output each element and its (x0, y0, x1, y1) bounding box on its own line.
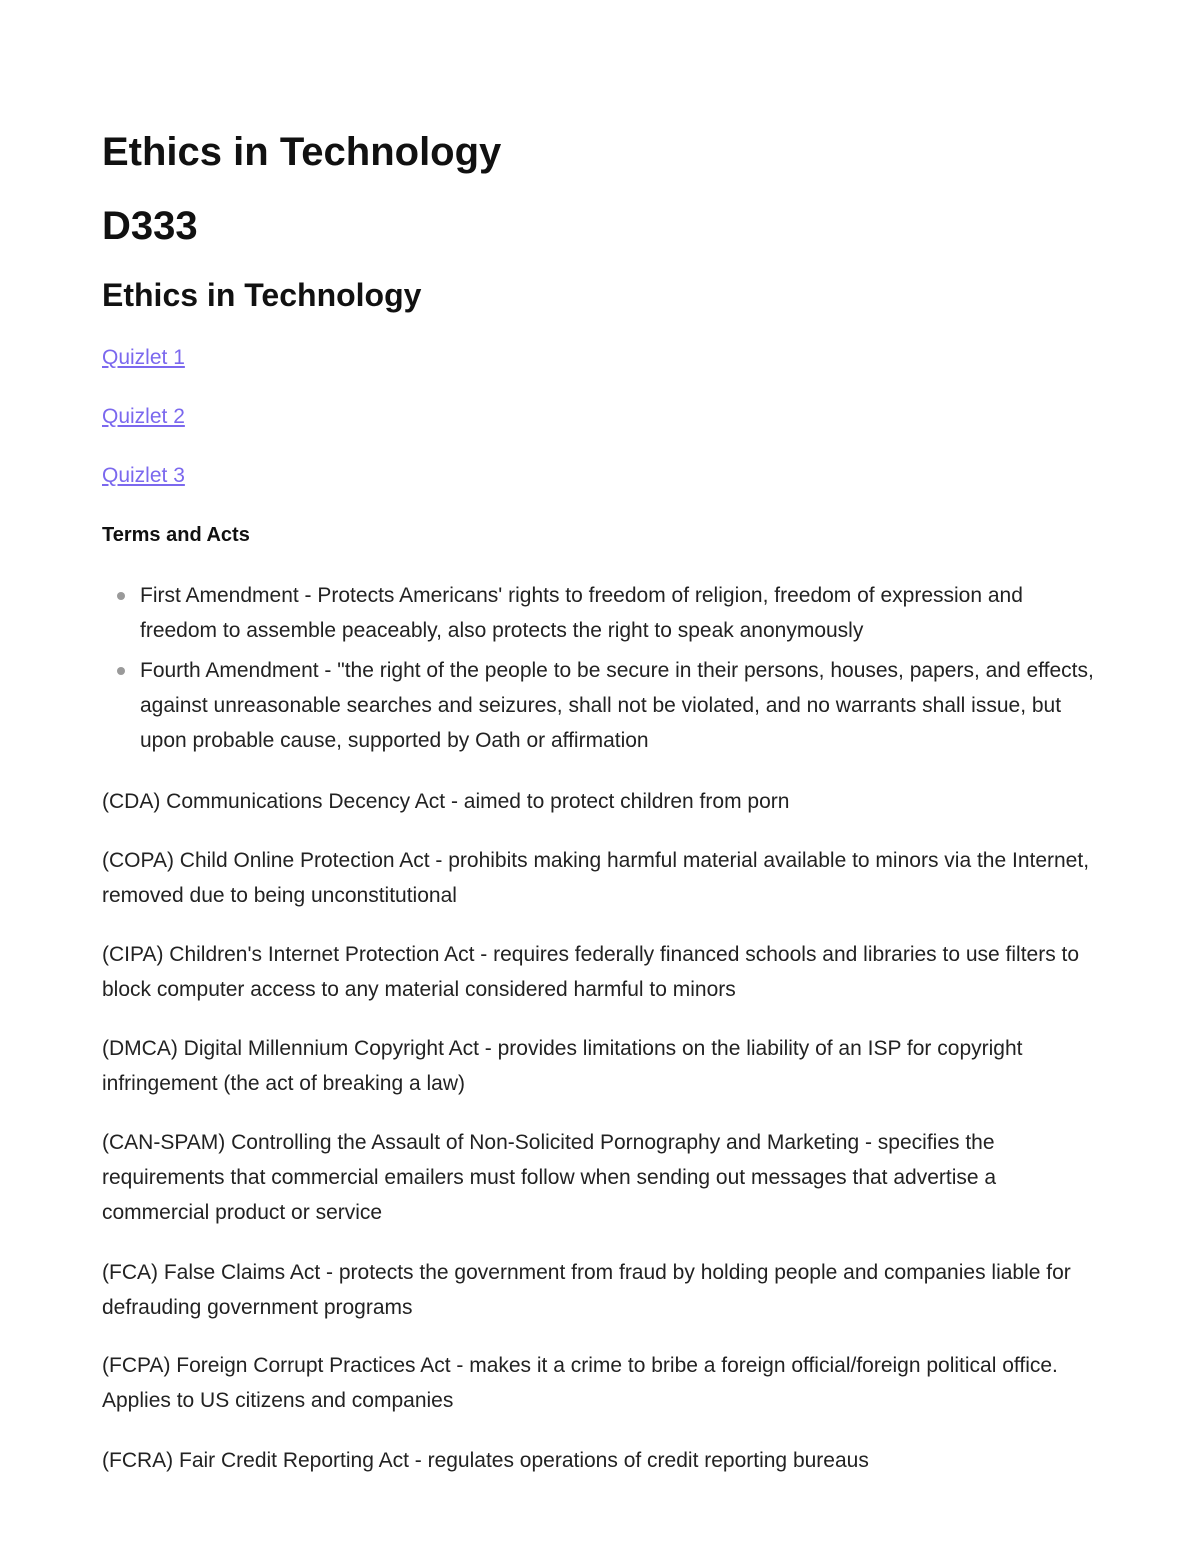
act-copa: (COPA) Child Online Protection Act - prohibits making harmful material available to minors via the Internet, removed due to being unconstitutional (102, 849, 1090, 907)
document-title: Ethics in Technology (102, 130, 502, 174)
act-cda: (CDA) Communications Decency Act - aimed to protect children from porn (102, 790, 790, 813)
act-cipa: (CIPA) Children's Internet Protection Act - requires federally financed schools and libraries to use filters to block computer access to any material considered harmful to minors (102, 943, 1080, 1001)
course-code: D333 (102, 204, 198, 248)
list-item-fourth-amendment (102, 653, 1102, 758)
act-can-spam: (CAN-SPAM) Controlling the Assault of Non-Solicited Pornography and Marketing - specifies the requirements that commercial emailers must follow when sending out messages that advertise a commercial product or service (102, 1131, 997, 1224)
page-subtitle: Ethics in Technology (102, 277, 422, 313)
act-fcra: (FCRA) Fair Credit Reporting Act - regulates operations of credit reporting bureaus (102, 1449, 869, 1472)
amendments-list (102, 578, 1102, 763)
act-fca: (FCA) False Claims Act - protects the government from fraud by holding people and companies liable for defrauding government programs (102, 1261, 1071, 1319)
act-dmca: (DMCA) Digital Millennium Copyright Act - provides limitations on the liability of an ISP for copyright infringement (the act of breaking a law) (102, 1037, 1023, 1095)
list-item-text: First Amendment - Protects Americans' rights to freedom of religion, freedom of expression and freedom to assemble peaceably, also protects the right to speak anonymously (140, 584, 1023, 642)
act-fcpa: (FCPA) Foreign Corrupt Practices Act - makes it a crime to bribe a foreign official/foreign political office. Applies to US citizens and companies (102, 1354, 1058, 1412)
list-item-first-amendment (102, 578, 1102, 648)
section-heading-terms-and-acts: Terms and Acts (102, 524, 250, 546)
quizlet-2-link[interactable]: Quizlet 2 (102, 405, 185, 428)
list-item-text: Fourth Amendment - "the right of the people to be secure in their persons, houses, papers, and effects, against unreasonable searches and seizures, shall not be violated, and no warrants shall issue, but upon probable cause, supported by Oath or affirmation (140, 659, 1094, 752)
bullet-dot-icon (117, 592, 125, 600)
quizlet-3-link[interactable]: Quizlet 3 (102, 464, 185, 487)
bullet-dot-icon (117, 667, 125, 675)
quizlet-1-link[interactable]: Quizlet 1 (102, 346, 185, 369)
